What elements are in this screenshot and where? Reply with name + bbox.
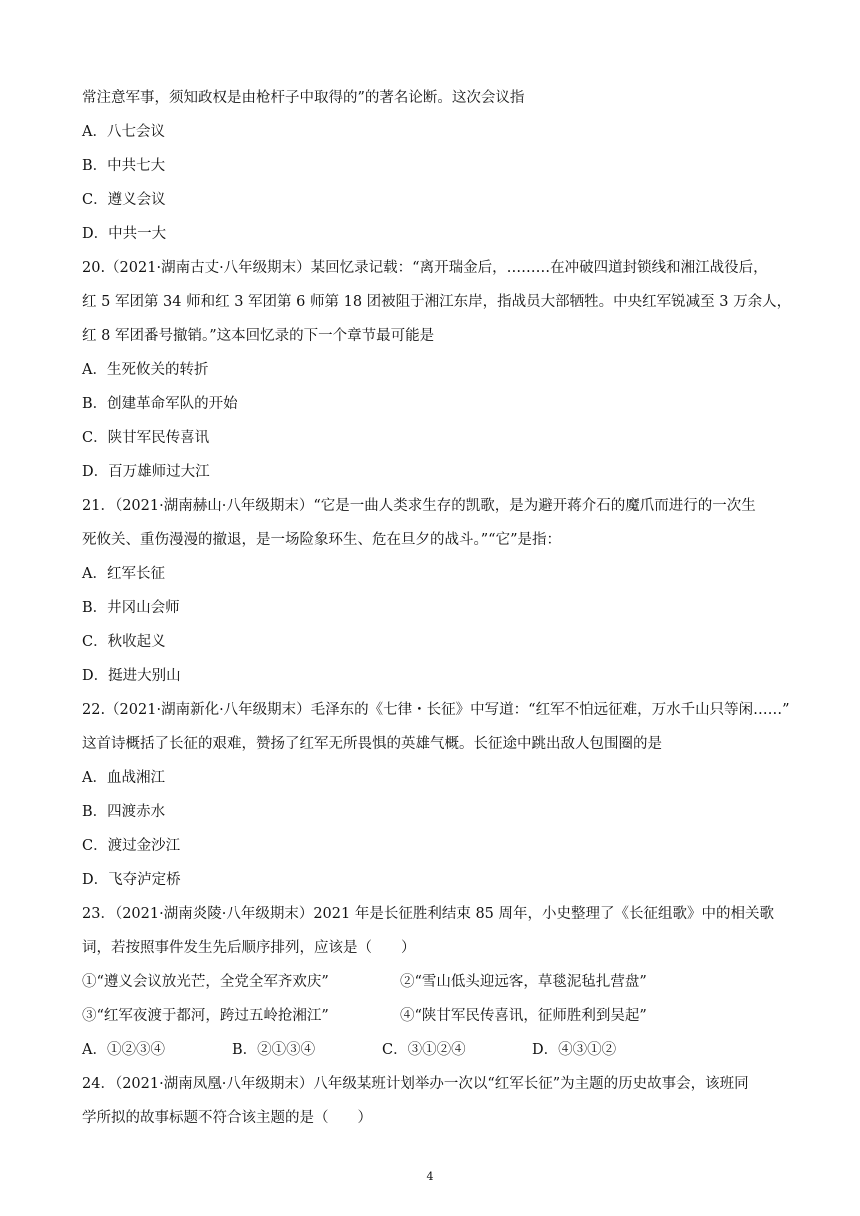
q20-stem-line-1: 20.（2021·湖南古丈·八年级期末）某回忆录记载：“离开瑞金后，………在冲破四道封锁线和湘江战役后，	[82, 260, 768, 276]
q23-item-3: ③“红军夜渡于都河，跨过五岭抢湘江”	[82, 1008, 329, 1024]
q21-stem-line-2: 死攸关、重伤漫漫的撤退，是一场险象环生、危在旦夕的战斗。”“它”是指：	[82, 532, 561, 548]
q23-option-a: A．①②③④	[82, 1042, 165, 1058]
q22-stem-line-1: 22.（2021·湖南新化·八年级期末）毛泽东的《七律・长征》中写道：“红军不怕远征难，万水千山只等闲……”	[82, 702, 790, 718]
q20-option-b: B．创建革命军队的开始	[82, 396, 238, 412]
q23-option-c: C．③①②④	[382, 1042, 466, 1058]
q23-item-1: ①“遵义会议放光芒，全党全军齐欢庆”	[82, 974, 329, 990]
q20-stem-line-3: 红 8 军团番号撤销。”这本回忆录的下一个章节最可能是	[82, 328, 435, 344]
q20-option-a: A．生死攸关的转折	[82, 362, 209, 378]
q23-item-4: ④“陕甘军民传喜讯，征师胜利到吴起”	[400, 1008, 647, 1024]
q24-stem-line-2: 学所拟的故事标题不符合该主题的是（ ）	[82, 1110, 372, 1126]
q19-option-d: D．中共一大	[82, 226, 167, 242]
q21-option-c: C．秋收起义	[82, 634, 166, 650]
q20-option-c: C．陕甘军民传喜讯	[82, 430, 210, 446]
q22-option-b: B．四渡赤水	[82, 804, 166, 820]
q20-stem-line-2: 红 5 军团第 34 师和红 3 军团第 6 师第 18 团被阻于湘江东岸，指战员大部牺牲。中央红军锐减至 3 万余人，	[82, 294, 792, 310]
q21-option-a: A．红军长征	[82, 566, 165, 582]
q21-stem-line-1: 21．（2021·湖南赫山·八年级期末）“它是一曲人类求生存的凯歌，是为避开蒋介石的魔爪而进行的一次生	[82, 498, 756, 514]
q24-stem-line-1: 24．（2021·湖南凤凰·八年级期末）八年级某班计划举办一次以“红军长征”为主题的历史故事会，该班同	[82, 1076, 749, 1092]
q22-option-c: C．渡过金沙江	[82, 838, 181, 854]
q22-option-d: D．飞夺泸定桥	[82, 872, 181, 888]
q23-item-2: ②“雪山低头迎远客，草毯泥毡扎营盘”	[400, 974, 647, 990]
q22-stem-line-2: 这首诗概括了长征的艰难，赞扬了红军无所畏惧的英雄气概。长征途中跳出敌人包围圈的是	[82, 736, 662, 752]
q22-option-a: A．血战湘江	[82, 770, 165, 786]
q19-option-c: C．遵义会议	[82, 192, 166, 208]
q23-option-b: B．②①③④	[232, 1042, 316, 1058]
page-number: 4	[426, 1170, 434, 1183]
q23-option-d: D．④③①②	[532, 1042, 617, 1058]
q21-option-b: B．井冈山会师	[82, 600, 180, 616]
q19-stem-tail: 常注意军事，须知政权是由枪杆子中取得的”的著名论断。这次会议指	[82, 90, 525, 106]
q19-option-b: B．中共七大	[82, 158, 166, 174]
q20-option-d: D．百万雄师过大江	[82, 464, 210, 480]
q23-stem-line-1: 23．（2021·湖南炎陵·八年级期末）2021 年是长征胜利结束 85 周年，小史整理了《长征组歌》中的相关歌	[82, 906, 774, 922]
q23-stem-line-2: 词，若按照事件发生先后顺序排列，应该是（ ）	[82, 940, 416, 956]
q19-option-a: A．八七会议	[82, 124, 165, 140]
q21-option-d: D．挺进大别山	[82, 668, 181, 684]
